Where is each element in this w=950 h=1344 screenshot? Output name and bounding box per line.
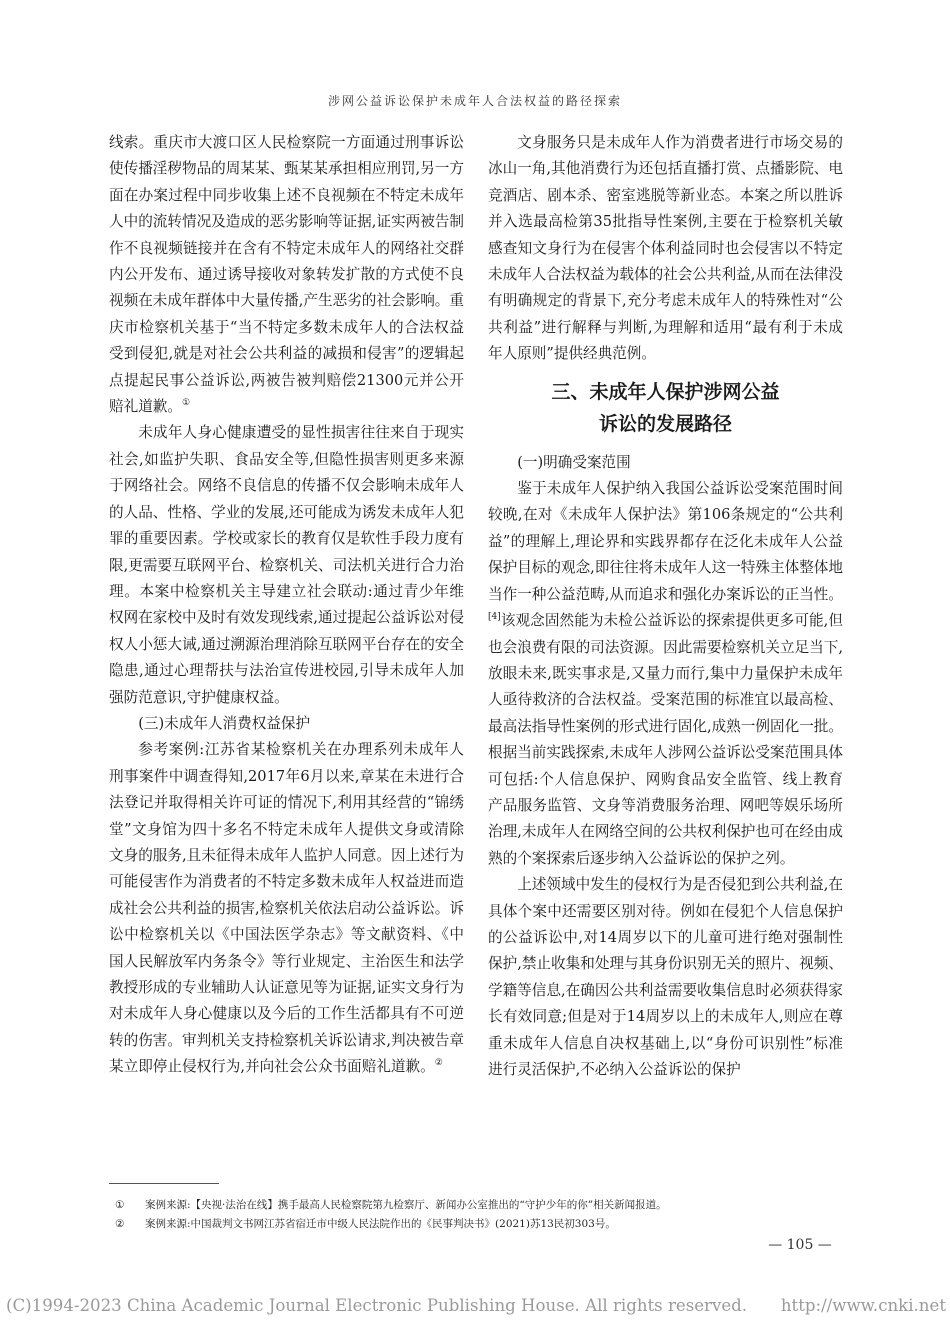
left-paragraph-2: 未成年人身心健康遭受的显性损害往往来自于现实社会,如监护失职、食品安全等,但隐性损害则更多来源于网络社会。网络不良信息的传播不仅会影响未成年人的人品、性格、学业的发展,还可能成为诱发未成年人犯罪的重要因素。学校或家长的教育仅是软性手段力度有限,更需要互联网平台、检察机关、司法机关进行合力治理。本案中检察机关主导建立社会联动:通过青少年维权网在家校中及时有效发现线索,通过提起公益诉讼对侵权人小惩大诫,通过溯源治理消除互联网平台存在的安全隐患,通过心理帮扶与法治宣传进校园,引导未成年人加强防范意识,守护健康权益。 [109,424,464,706]
left-paragraph-3 [109,737,464,1080]
footnote-2-text: 案例来源:中国裁判文书网江苏省宿迁市中级人民法院作出的《民事判决书》(2021)苏13民初303号。 [145,1218,616,1230]
footnote-2-mark: ② [115,1218,125,1230]
footnote-2 [115,1215,845,1234]
footnote-1 [115,1196,845,1215]
left-paragraph-1-text: 线索。重庆市大渡口区人民检察院一方面通过刑事诉讼使传播淫秽物品的周某某、甄某某承担相应刑罚,另一方面在办案过程中同步收集上述不良视频在不特定未成年人中的流转情况及造成的恶劣影响等证据,证实两被告制作不良视频链接并在含有不特定未成年人的网络社交群内公开发布、通过诱导接收对象转发扩散的方式使不良视频在未成年群体中大量传播,产生恶劣的社会影响。重庆市检察机关基于“当不特定多数未成年人的合法权益受到侵犯,就是对社会公共利益的减损和侵害”的逻辑起点提起民事公益诉讼,两被告被判赔偿21300元并公开赔礼道歉。 [109,134,464,416]
left-paragraph-1 [109,130,464,420]
footnote-1-text: 案例来源:【央视·法治在线】携手最高人民检察院第九检察厅、新闻办公室推出的“守护少年的你”相关新闻报道。 [145,1199,667,1211]
cnki-link[interactable]: http://www.cnki.net [780,1296,946,1315]
section-title [488,376,843,440]
right-paragraph-2 [488,476,843,872]
copyright-notice: (C)1994-2023 China Academic Journal Electronic Publishing House. All rights reserved. [6,1296,748,1315]
citation-ref-4[interactable]: [4] [488,612,501,623]
section-title-line-1: 三、未成年人保护涉网公益 [551,380,780,403]
footnote-ref-1[interactable]: ① [181,398,191,409]
page-number: — 105 — [768,1237,832,1253]
right-subheading: (一)明确受案范围 [517,453,631,471]
footnote-divider [109,1183,219,1184]
section-title-line-2: 诉讼的发展路径 [598,412,732,435]
right-paragraph-1: 文身服务只是未成年人作为消费者进行市场交易的冰山一角,其他消费行为还包括直播打赏、点播影院、电竞酒店、剧本杀、密室逃脱等新业态。本案之所以胜诉并入选最高检第35批指导性案例,主要在于检察机关敏感查知文身行为在侵害个体利益同时也会侵害以不特定未成年人合法权益为载体的社会公共利益,从而在法律没有明确规定的背景下,充分考虑未成年人的特殊性对“公共利益”进行解释与判断,为理解和适用“最有利于未成年人原则”提供经典范例。 [488,134,843,363]
footnotes [115,1196,845,1234]
left-subheading: (三)未成年人消费权益保护 [138,714,311,732]
right-paragraph-2-text-b: 该观念固然能为未检公益诉讼的探索提供更多可能,但也会浪费有限的司法资源。因此需要检察机关立足当下,放眼未来,既实事求是,又量力而行,集中力量保护未成年人亟待救济的合法权益。受案范围的标准宜以最高检、最高法指导性案例的形式进行固化,成熟一例固化一批。根据当前实践探索,未成年人涉网公益诉讼受案范围具体可包括:个人信息保护、网购食品安全监管、线上教育产品服务监管、文身等消费服务治理、网吧等娱乐场所治理,未成年人在网络空间的公共权利保护也可在经由成熟的个案探索后逐步纳入公益诉讼的保护之列。 [488,612,843,867]
running-head: 涉网公益诉讼保护未成年人合法权益的路径探索 [327,94,622,108]
right-paragraph-3: 上述领域中发生的侵权行为是否侵犯到公共利益,在具体个案中还需要区别对待。例如在侵犯个人信息保护的公益诉讼中,对14周岁以下的儿童可进行绝对强制性保护,禁止收集和处理与其身份识别无关的照片、视频、学籍等信息,在确因公共利益需要收集信息时必须获得家长有效同意;但是对于14周岁以上的未成年人,则应在尊重未成年人信息自决权基础上,以“身份可识别性”标准进行灵活保护,不必纳入公益诉讼的保护 [488,876,843,1078]
left-column [109,130,464,1081]
copyright-bar [6,1296,946,1315]
right-paragraph-2-text-a: 鉴于未成年人保护纳入我国公益诉讼受案范围时间较晚,在对《未成年人保护法》第106条规定的“公共利益”的理解上,理论界和实践界都存在泛化未成年人公益保护目标的观念,即往往将未成年人这一特殊主体整体地当作一种公益范畴,从而追求和强化办案诉讼的正当性。 [488,480,843,603]
footnote-1-mark: ① [115,1199,125,1211]
left-paragraph-3-text: 参考案例:江苏省某检察机关在办理系列未成年人刑事案件中调查得知,2017年6月以来,章某在未进行合法登记并取得相关许可证的情况下,利用其经营的“锦绣堂”文身馆为四十多名不特定未成年人提供文身或清除文身的服务,且未征得未成年人监护人同意。因上述行为可能侵害作为消费者的不特定多数未成年人权益进而造成社会公共利益的损害,检察机关依法启动公益诉讼。诉讼中检察机关以《中国法医学杂志》等文献资料、《中国人民解放军内务条令》等行业规定、主治医生和法学教授形成的专业辅助人认证意见等为证据,证实文身行为对未成年人身心健康以及今后的工作生活都具有不可逆转的伤害。审判机关支持检察机关诉讼请求,判决被告章某立即停止侵权行为,并向社会公众书面赔礼道歉。 [109,741,464,1076]
right-column [488,130,843,1083]
footnote-ref-2[interactable]: ② [434,1058,443,1069]
